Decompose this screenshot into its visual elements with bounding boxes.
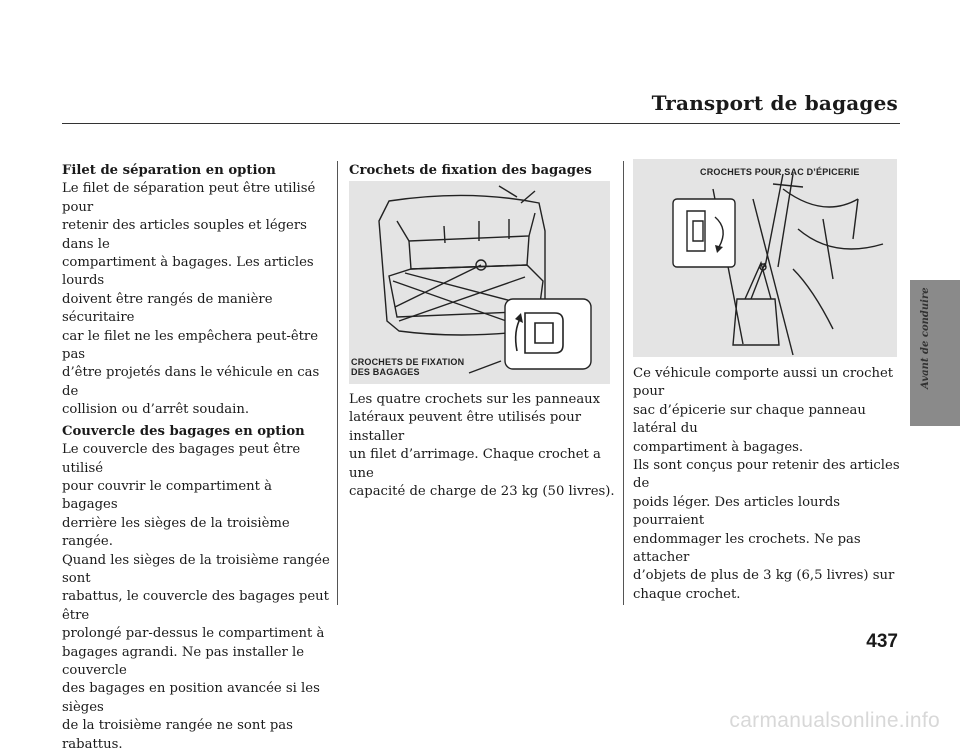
paragraph-line: compartiment à bagages.: [633, 439, 804, 455]
paragraph-line: d’objets de plus de 3 kg (6,5 livres) sur: [633, 568, 895, 584]
paragraph-line: prolongé par-dessus le compartiment à: [62, 626, 325, 642]
paragraph-line: latéraux peuvent être utilisés pour installer: [349, 410, 582, 444]
figure-caption: [351, 357, 464, 377]
paragraph-line: compartiment à bagages. Les articles lourds: [62, 255, 314, 289]
paragraph-line: endommager les crochets. Ne pas attacher: [633, 531, 861, 566]
paragraph-line: retenir des articles souples et légers dans le: [62, 218, 307, 252]
paragraph-line: d’être projetés dans le véhicule en cas de: [62, 365, 320, 399]
paragraph-line: des bagages en position avancée si les sièges: [62, 681, 320, 715]
figure-caption-line: CROCHETS DE FIXATION: [351, 357, 465, 367]
section-heading: Couvercle des bagages en option: [62, 423, 305, 439]
paragraph-line: bagages agrandi. Ne pas installer le couvercle: [62, 644, 305, 678]
paragraph-line: collision ou d’arrêt soudain.: [62, 402, 250, 418]
paragraph-line: car le filet ne les empêchera peut-être pas: [62, 328, 319, 363]
paragraph-line: Le couvercle des bagages peut être utilisé: [62, 442, 301, 476]
column-2: [349, 162, 617, 180]
cargo-hooks-illustration: [349, 181, 610, 384]
section-tab-label: Avant de conduire: [920, 287, 931, 389]
paragraph-line: Les quatre crochets sur les panneaux: [349, 392, 601, 407]
paragraph-line: sac d’épicerie sur chaque panneau latéral du: [633, 402, 866, 437]
paragraph-line: Ce véhicule comporte aussi un crochet pour: [633, 366, 894, 400]
paragraph-line: Quand les sièges de la troisième rangée sont: [62, 552, 330, 586]
column-divider: [623, 161, 624, 605]
paragraph-line: poids léger. Des articles lourds pourraient: [633, 494, 841, 529]
grocery-hook-drawing: [633, 159, 897, 357]
grocery-hook-illustration: [633, 159, 897, 357]
paragraph-line: Le filet de séparation peut être utilisé pour: [62, 181, 316, 215]
column-divider: [337, 161, 338, 605]
section-heading: Crochets de fixation des bagages: [349, 163, 592, 178]
paragraph-line: derrière les sièges de la troisième rangée.: [62, 515, 290, 550]
paragraph-line: doivent être rangés de manière sécuritaire: [62, 291, 273, 326]
paragraph-line: capacité de charge de 23 kg (50 livres).: [349, 484, 615, 500]
cargo-area-drawing: [349, 181, 610, 384]
paragraph-line: de la troisième rangée ne sont pas rabattus.: [62, 718, 293, 752]
paragraph-line: pour couvrir le compartiment à bagages: [62, 478, 272, 513]
page-title: Transport de bagages: [651, 91, 898, 115]
header-rule: [62, 123, 900, 124]
paragraph-line: Ils sont conçus pour retenir des articles de: [633, 458, 900, 492]
paragraph-line: rabattus, le couvercle des bagages peut être: [62, 589, 329, 623]
section-heading: Filet de séparation en option: [62, 163, 276, 178]
column-2-text: [349, 391, 617, 501]
page-number: 437: [866, 631, 898, 652]
paragraph-line: chaque crochet.: [633, 586, 741, 602]
figure-caption: CROCHETS POUR SAC D’ÉPICERIE: [700, 167, 860, 177]
figure-caption-line: DES BAGAGES: [351, 367, 420, 377]
column-3-text: [633, 365, 903, 604]
column-1: [62, 162, 330, 754]
paragraph-line: un filet d’arrimage. Chaque crochet a une: [349, 447, 601, 481]
watermark: carmanualsonline.info: [729, 709, 940, 732]
